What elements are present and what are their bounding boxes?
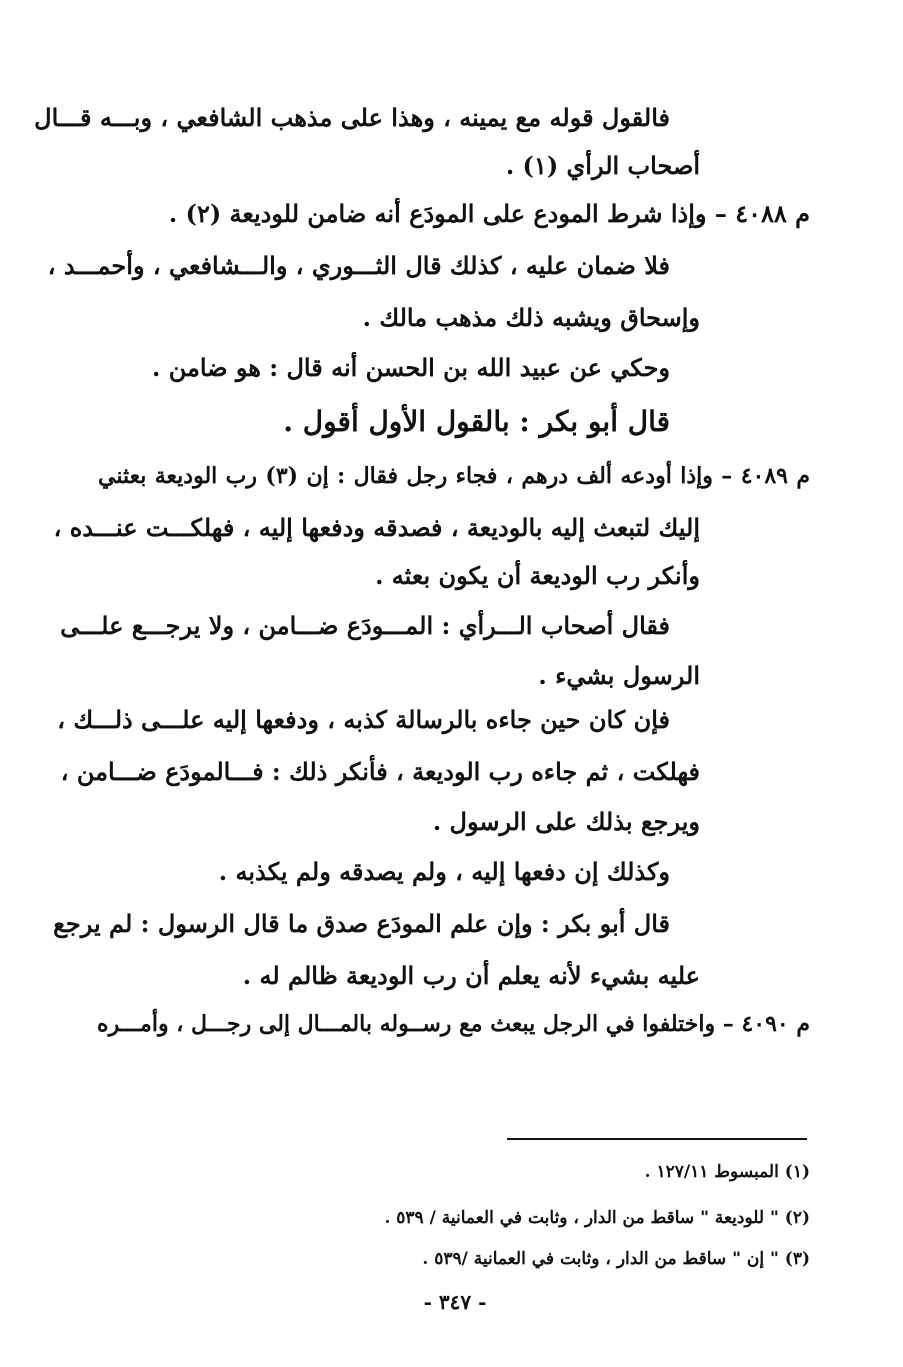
text-line: وحكي عن عبيد الله بن الحسن أنه قال : هو ضامن . — [151, 353, 670, 382]
masala-heading: م ٤٠٨٨ – وإذا شرط المودع على المودَع أنه ضامن للوديعة (٢) . — [168, 199, 810, 228]
footnote: (٢) " للوديعة " ساقط من الدار ، وثابت في العمانية / ٥٣٩ . — [384, 1208, 810, 1228]
text-line: فالقول قوله مع يمينه ، وهذا على مذهب الشافعي ، وبـــه قـــال — [34, 103, 670, 132]
masala-heading: م ٤٠٨٩ – وإذا أودعه ألف درهم ، فجاء رجل فقال : إن (٣) رب الوديعة بعثني — [98, 463, 810, 489]
text-line: فلا ضمان عليه ، كذلك قال الثـــوري ، والـــشافعي ، وأحمـــد ، — [47, 251, 670, 280]
text-line: وكذلك إن دفعها إليه ، ولم يصدقه ولم يكذبه . — [218, 857, 670, 886]
text-line: ويرجع بذلك على الرسول . — [432, 807, 700, 836]
footnote: (٣) " إن " ساقط من الدار ، وثابت في العمانية /٥٣٩ . — [422, 1249, 810, 1269]
text-line: عليه بشيء لأنه يعلم أن رب الوديعة ظالم له . — [242, 961, 700, 990]
footnote: (١) المبسوط ١٢٧/١١ . — [644, 1162, 810, 1182]
text-line: إليك لتبعث إليه بالوديعة ، فصدقه ودفعها إليه ، فهلكـــت عنـــده ، — [53, 513, 700, 542]
footnote-separator — [507, 1138, 807, 1140]
abu-bakr-statement: قال أبو بكر : بالقول الأول أقول . — [283, 405, 670, 438]
text-line: وإسحاق ويشبه ذلك مذهب مالك . — [362, 303, 700, 332]
text-line: فهلكت ، ثم جاءه رب الوديعة ، فأنكر ذلك : فـــالمودَع ضـــامن ، — [60, 757, 700, 786]
text-line: الرسول بشيء . — [538, 661, 700, 690]
text-line: وأنكر رب الوديعة أن يكون بعثه . — [375, 561, 700, 590]
text-line: أصحاب الرأي (١) . — [505, 151, 700, 180]
masala-heading: م ٤٠٩٠ – واختلفوا في الرجل يبعث مع رســوله بالمـــال إلى رجـــل ، وأمـــره — [97, 1011, 810, 1037]
abu-bakr-statement: قال أبو بكر : وإن علم المودَع صدق ما قال الرسول : لم يرجع — [53, 909, 670, 938]
text-line: فإن كان حين جاءه بالرسالة كذبه ، ودفعها إليه علـــى ذلـــك ، — [57, 705, 670, 734]
text-line: فقال أصحاب الـــرأي : المـــودَع ضـــامن ، ولا يرجـــع علـــى — [60, 611, 670, 640]
page-number: - ٣٤٧ - — [423, 1290, 487, 1314]
